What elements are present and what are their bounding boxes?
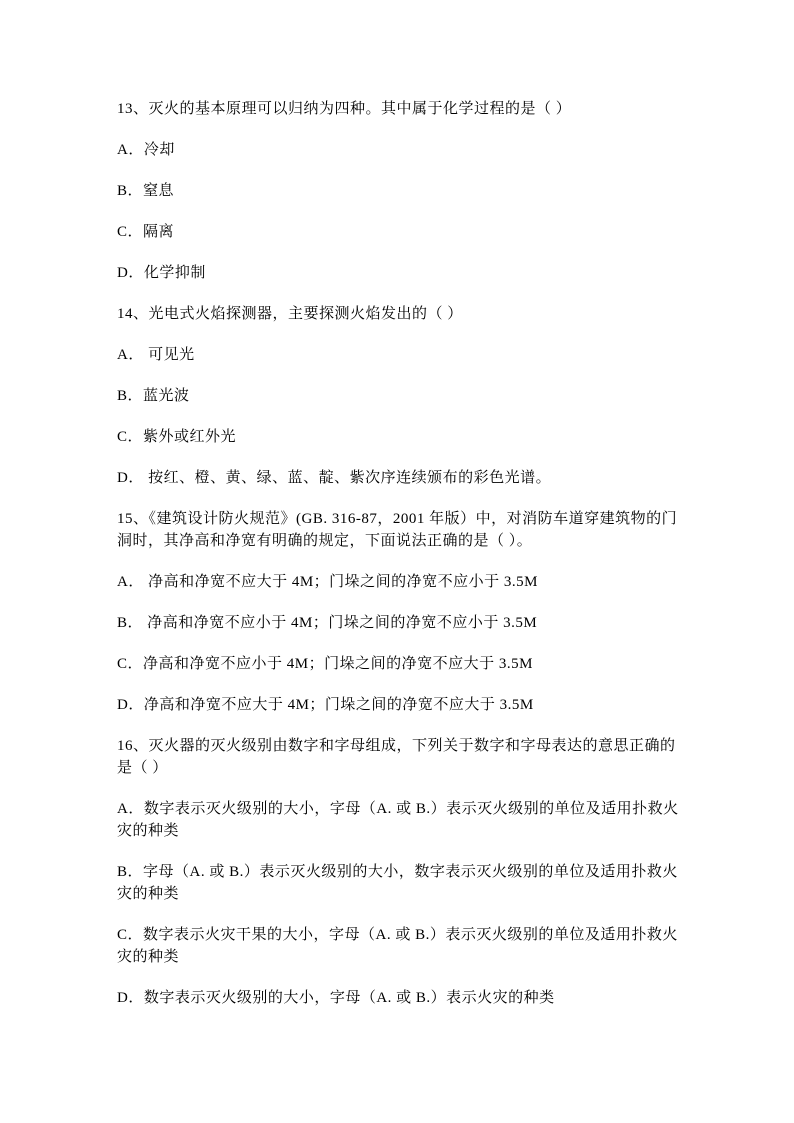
- question-14-text: 14、光电式火焰探测器，主要探测火焰发出的（ ）: [117, 306, 463, 322]
- question-16: [117, 735, 689, 1009]
- question-15-option-a: A． 净高和净宽不应大于 4M；门垛之间的净宽不应小于 3.5M: [117, 574, 539, 590]
- question-16-option-c: C．数字表示火灾干果的大小，字母（A. 或 B.）表示灭火级别的单位及适用扑救火灾的种类: [117, 927, 678, 965]
- question-14-option-c: C．紫外或红外光: [117, 429, 237, 445]
- question-13: [117, 98, 689, 284]
- question-15-option-d: D．净高和净宽不应大于 4M；门垛之间的净宽不应大于 3.5M: [117, 697, 534, 713]
- question-15-option-c: C．净高和净宽不应小于 4M；门垛之间的净宽不应大于 3.5M: [117, 656, 533, 672]
- question-14-option-d: D． 按红、橙、黄、绿、蓝、靛、紫次序连续颁布的彩色光谱。: [117, 470, 552, 486]
- question-14-option-b: B．蓝光波: [117, 388, 190, 404]
- question-16-option-d: D．数字表示灭火级别的大小，字母（A. 或 B.）表示火灾的种类: [117, 990, 555, 1006]
- question-14: [117, 303, 689, 489]
- question-13-option-d: D．化学抑制: [117, 265, 206, 281]
- question-13-option-b: B．窒息: [117, 183, 175, 199]
- question-16-option-a: A．数字表示灭火级别的大小，字母（A. 或 B.）表示灭火级别的单位及适用扑救火灾的种类: [117, 801, 679, 839]
- question-13-option-c: C．隔离: [117, 224, 175, 240]
- question-15-text: 15、《建筑设计防火规范》(GB. 316-87，2001 年版）中，对消防车道穿建筑物的门洞时，其净高和净宽有明确的规定，下面说法正确的是（ ）。: [117, 511, 678, 549]
- question-16-option-b: B．字母（A. 或 B.）表示灭火级别的大小，数字表示灭火级别的单位及适用扑救火灾的种类: [117, 864, 678, 902]
- question-15: [117, 508, 689, 716]
- question-16-text: 16、灭火器的灭火级别由数字和字母组成，下列关于数字和字母表达的意思正确的是（ ）: [117, 738, 676, 776]
- question-13-text: 13、灭火的基本原理可以归纳为四种。其中属于化学过程的是（ ）: [117, 101, 572, 117]
- question-13-option-a: A．冷却: [117, 142, 175, 158]
- question-14-option-a: A． 可见光: [117, 347, 195, 363]
- question-15-option-b: B． 净高和净宽不应小于 4M；门垛之间的净宽不应小于 3.5M: [117, 615, 538, 631]
